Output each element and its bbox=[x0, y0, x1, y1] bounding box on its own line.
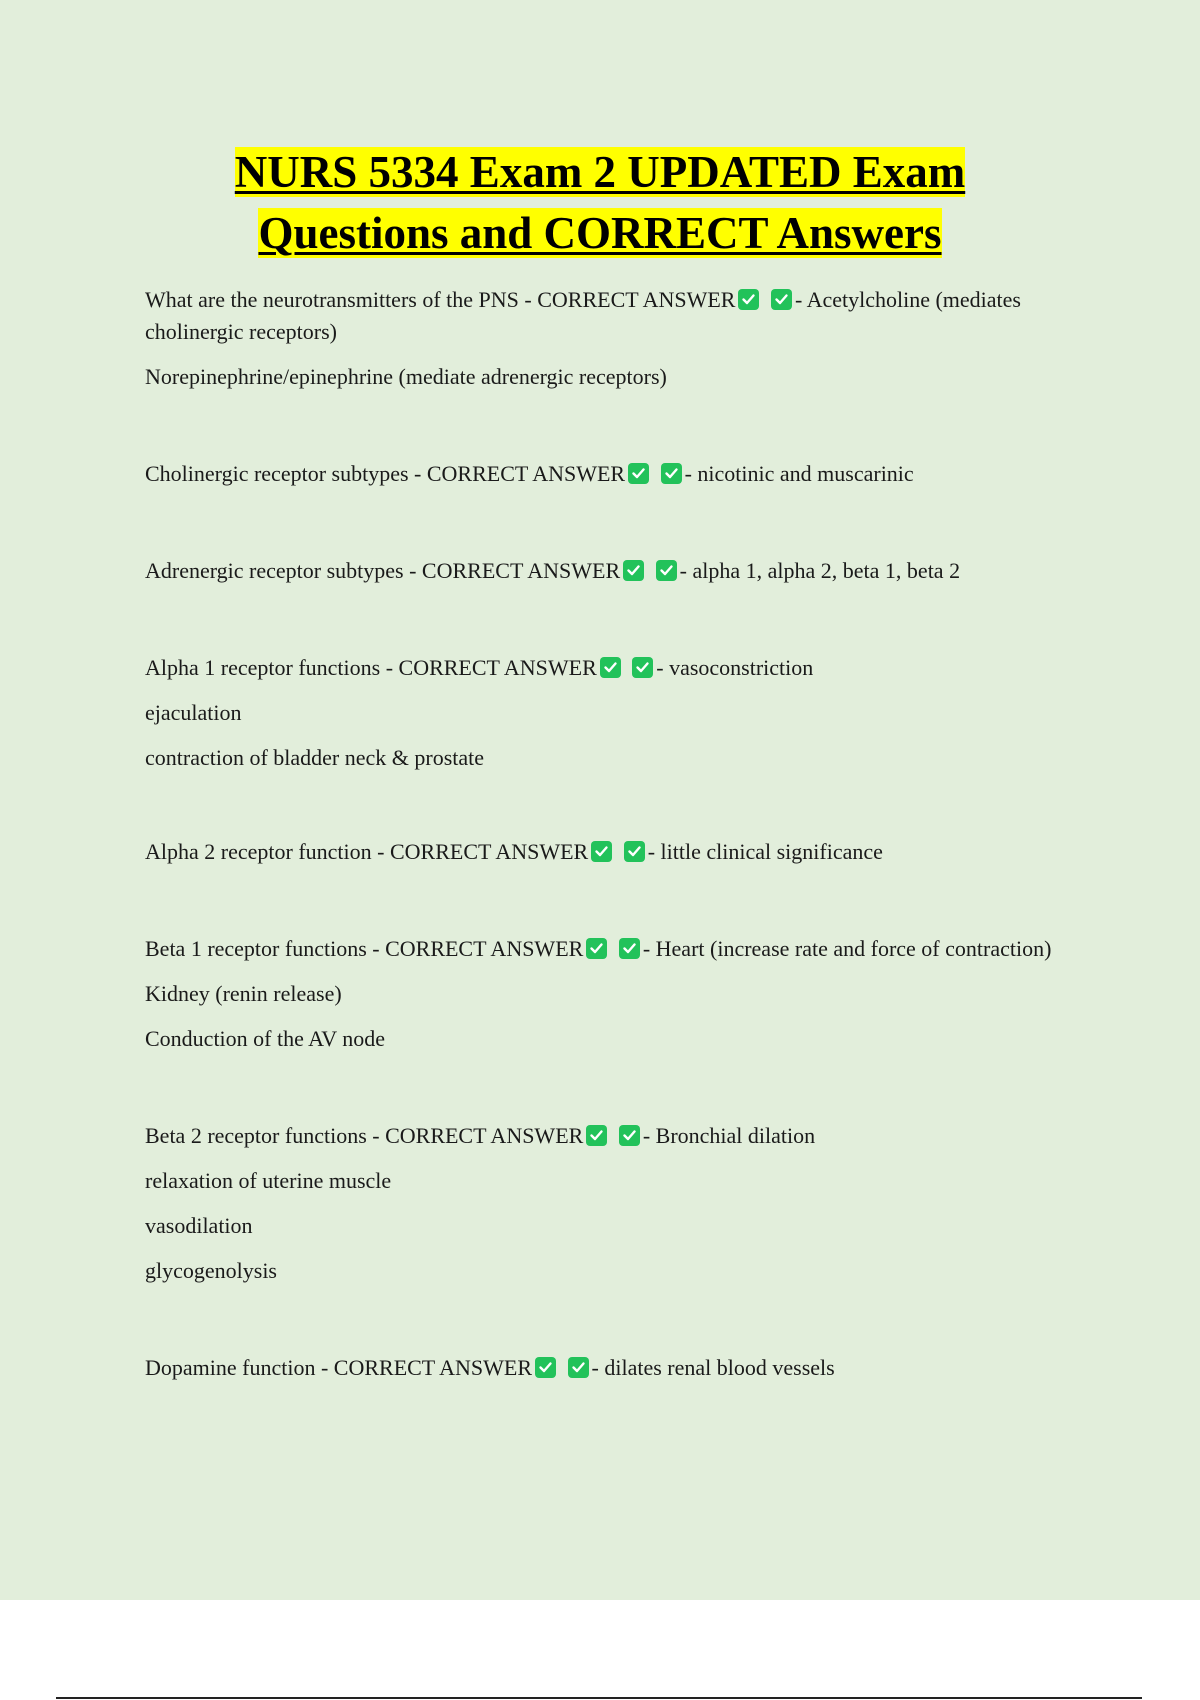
qa-question: Alpha 1 receptor functions - CORRECT ANSWER bbox=[145, 655, 597, 680]
check-mark-icon bbox=[586, 938, 607, 959]
check-mark-icon bbox=[619, 1125, 640, 1146]
qa-item bbox=[145, 933, 1065, 1055]
check-mark-icon bbox=[738, 289, 759, 310]
qa-answer-continuation: Kidney (renin release) bbox=[145, 981, 342, 1006]
qa-item bbox=[145, 284, 1065, 393]
qa-question-line bbox=[145, 284, 1065, 348]
qa-question: What are the neurotransmitters of the PNS - CORRECT ANSWER bbox=[145, 287, 736, 312]
qa-question: Adrenergic receptor subtypes - CORRECT ANSWER bbox=[145, 558, 621, 583]
check-mark-icon bbox=[619, 938, 640, 959]
check-mark-icon bbox=[771, 289, 792, 310]
qa-question: Dopamine function - CORRECT ANSWER bbox=[145, 1355, 533, 1380]
qa-item bbox=[145, 652, 1065, 774]
qa-question: Cholinergic receptor subtypes - CORRECT ANSWER bbox=[145, 461, 626, 486]
footer-divider bbox=[56, 1697, 1142, 1699]
qa-item bbox=[145, 1352, 1065, 1384]
qa-question: Beta 2 receptor functions - CORRECT ANSWER bbox=[145, 1123, 584, 1148]
qa-answer-continuation: vasodilation bbox=[145, 1213, 253, 1238]
check-mark-icon bbox=[568, 1357, 589, 1378]
check-mark-icon bbox=[586, 1125, 607, 1146]
check-mark-icon bbox=[535, 1357, 556, 1378]
check-mark-icon bbox=[623, 560, 644, 581]
qa-answer-continuation: contraction of bladder neck & prostate bbox=[145, 745, 485, 770]
qa-question: Beta 1 receptor functions - CORRECT ANSWER bbox=[145, 936, 584, 961]
qa-item bbox=[145, 1120, 1065, 1287]
qa-answer-continuation: ejaculation bbox=[145, 700, 242, 725]
qa-item bbox=[145, 555, 1065, 587]
qa-question: Alpha 2 receptor function - CORRECT ANSWER bbox=[145, 839, 589, 864]
qa-answer-continuation: Norepinephrine/epinephrine (mediate adrenergic receptors) bbox=[145, 364, 667, 389]
check-mark-icon bbox=[656, 560, 677, 581]
check-mark-icon bbox=[628, 463, 649, 484]
qa-question-line bbox=[145, 1120, 1065, 1152]
qa-answer: - nicotinic and muscarinic bbox=[684, 461, 914, 486]
check-mark-icon bbox=[624, 841, 645, 862]
check-mark-icon bbox=[661, 463, 682, 484]
qa-question-line bbox=[145, 458, 1065, 490]
qa-answer: - Bronchial dilation bbox=[642, 1123, 816, 1148]
qa-answer: - Heart (increase rate and force of contraction) bbox=[642, 936, 1052, 961]
qa-answer: - alpha 1, alpha 2, beta 1, beta 2 bbox=[679, 558, 961, 583]
qa-question-line bbox=[145, 933, 1065, 965]
qa-answer-continuation: Conduction of the AV node bbox=[145, 1026, 385, 1051]
qa-answer-continuation: relaxation of uterine muscle bbox=[145, 1168, 392, 1193]
title-line-2: Questions and CORRECT Answers bbox=[258, 208, 942, 258]
qa-answer-continuation: glycogenolysis bbox=[145, 1258, 277, 1283]
qa-question-line bbox=[145, 836, 1065, 868]
check-mark-icon bbox=[632, 657, 653, 678]
title-line-1: NURS 5334 Exam 2 UPDATED Exam bbox=[234, 147, 966, 197]
qa-answer: - vasoconstriction bbox=[656, 655, 814, 680]
check-mark-icon bbox=[600, 657, 621, 678]
qa-list bbox=[145, 284, 1065, 1384]
check-mark-icon bbox=[591, 841, 612, 862]
document-title bbox=[0, 142, 1200, 264]
qa-answer: - Acetylcholine (mediates cholinergic receptors) bbox=[145, 287, 1021, 344]
qa-answer: - dilates renal blood vessels bbox=[591, 1355, 835, 1380]
qa-item bbox=[145, 458, 1065, 490]
qa-answer: - little clinical significance bbox=[647, 839, 883, 864]
qa-item bbox=[145, 836, 1065, 868]
qa-question-line bbox=[145, 555, 1065, 587]
qa-question-line bbox=[145, 1352, 1065, 1384]
qa-question-line bbox=[145, 652, 1065, 684]
